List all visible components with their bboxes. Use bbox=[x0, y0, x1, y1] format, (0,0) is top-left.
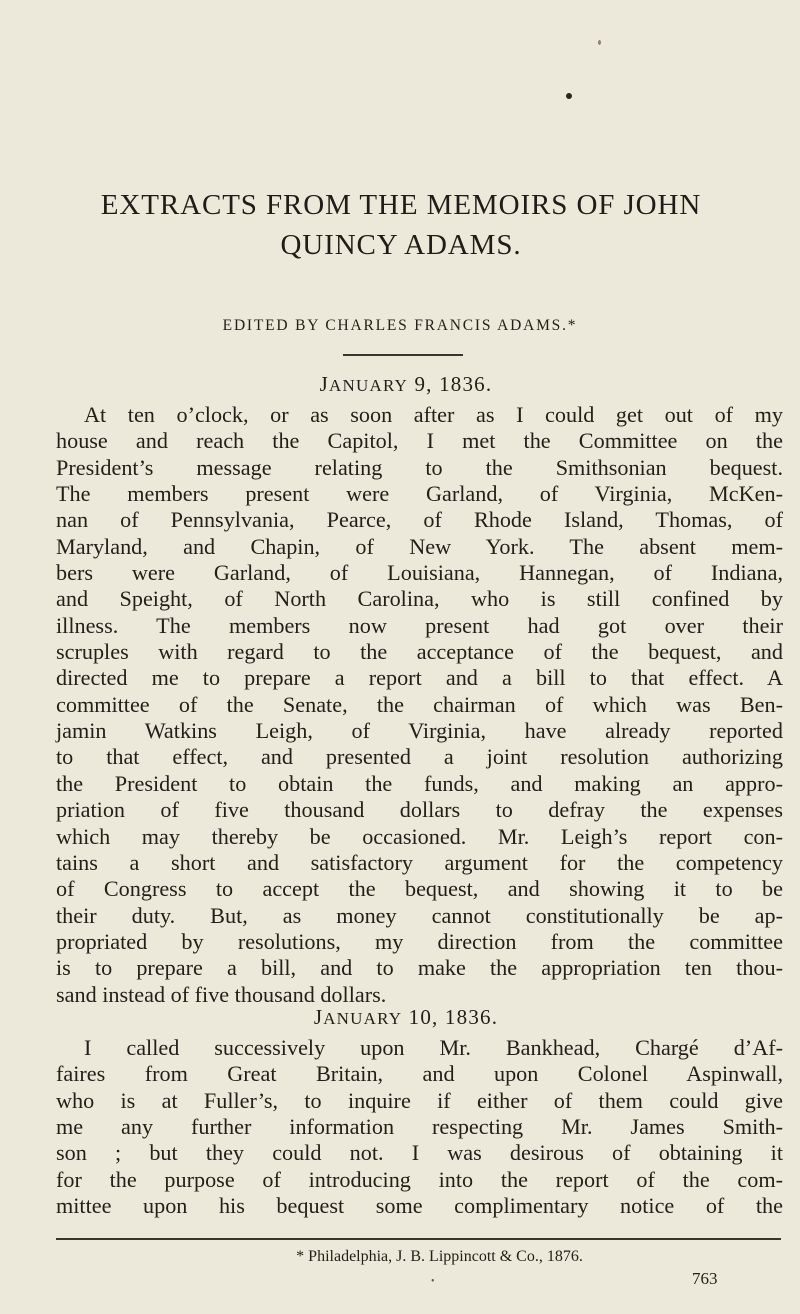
text-line: son ; but they could not. I was desirous of obtaining it bbox=[56, 1140, 783, 1166]
text-line: committee of the Senate, the chairman of which was Ben- bbox=[56, 691, 783, 717]
text-line: jamin Watkins Leigh, of Virginia, have already reported bbox=[56, 718, 783, 744]
footnote-divider bbox=[56, 1238, 781, 1240]
text-line: who is at Fuller’s, to inquire if either of them could give bbox=[56, 1087, 783, 1113]
article-title-line-2: QUINCY ADAMS. bbox=[280, 229, 522, 261]
text-line: of Congress to accept the bequest, and showing it to be bbox=[56, 876, 783, 902]
text-line: the President to obtain the funds, and making an appro- bbox=[56, 770, 783, 796]
text-line: At ten o’clock, or as soon after as I could get out of my bbox=[84, 402, 783, 427]
text-line: mittee upon his bequest some complimentary notice of the bbox=[56, 1193, 783, 1219]
text-line: tains a short and satisfactory argument for the competency bbox=[56, 849, 783, 875]
text-line: I called successively upon Mr. Bankhead, Chargé d’Af- bbox=[84, 1035, 783, 1060]
article-title-line-1: EXTRACTS FROM THE MEMOIRS OF JOHN bbox=[100, 189, 702, 221]
text-line: scruples with regard to the acceptance of the bequest, and bbox=[56, 639, 783, 665]
entry-date: JANUARY 9, 1836. bbox=[319, 372, 493, 396]
text-line: priation of five thousand dollars to defray the expenses bbox=[56, 797, 783, 823]
text-line: to that effect, and presented a joint resolution authorizing bbox=[56, 744, 783, 770]
entry-paragraph bbox=[56, 402, 783, 1008]
text-line: illness. The members now present had got over their bbox=[56, 612, 783, 638]
text-line: which may thereby be occasioned. Mr. Leigh’s report con- bbox=[56, 823, 783, 849]
text-line: nan of Pennsylvania, Pearce, of Rhode Island, Thomas, of bbox=[56, 507, 783, 533]
text-line: for the purpose of introducing into the report of the com- bbox=[56, 1166, 783, 1192]
text-line: The members present were Garland, of Virginia, McKen- bbox=[56, 481, 783, 507]
text-line: faires from Great Britain, and upon Colonel Aspinwall, bbox=[56, 1061, 783, 1087]
text-line: their duty. But, as money cannot constitutionally be ap- bbox=[56, 902, 783, 928]
title-divider bbox=[343, 354, 463, 356]
text-line: Maryland, and Chapin, of New York. The absent mem- bbox=[56, 533, 783, 559]
footnote: * Philadelphia, J. B. Lippincott & Co., 1876. bbox=[296, 1248, 583, 1265]
text-line: house and reach the Capitol, I met the Committee on the bbox=[56, 428, 783, 454]
bullet-mark: • bbox=[431, 1276, 435, 1287]
ink-speck bbox=[598, 40, 601, 45]
text-line: directed me to prepare a report and a bill to that effect. A bbox=[56, 665, 783, 691]
page-number: 763 bbox=[692, 1269, 718, 1288]
text-line: sand instead of five thousand dollars. bbox=[56, 981, 387, 1007]
text-line: President’s message relating to the Smithsonian bequest. bbox=[56, 454, 783, 480]
entry-date: JANUARY 10, 1836. bbox=[313, 1005, 499, 1029]
text-line: and Speight, of North Carolina, who is still confined by bbox=[56, 586, 783, 612]
entry-paragraph bbox=[56, 1035, 783, 1219]
text-line: me any further information respecting Mr. James Smith- bbox=[56, 1114, 783, 1140]
text-line: propriated by resolutions, my direction from the committee bbox=[56, 928, 783, 954]
text-line: is to prepare a bill, and to make the appropriation ten thou- bbox=[56, 955, 783, 981]
editor-credit: EDITED BY CHARLES FRANCIS ADAMS.* bbox=[222, 317, 578, 334]
ink-speck bbox=[566, 93, 572, 99]
text-line: bers were Garland, of Louisiana, Hannegan, of Indiana, bbox=[56, 560, 783, 586]
